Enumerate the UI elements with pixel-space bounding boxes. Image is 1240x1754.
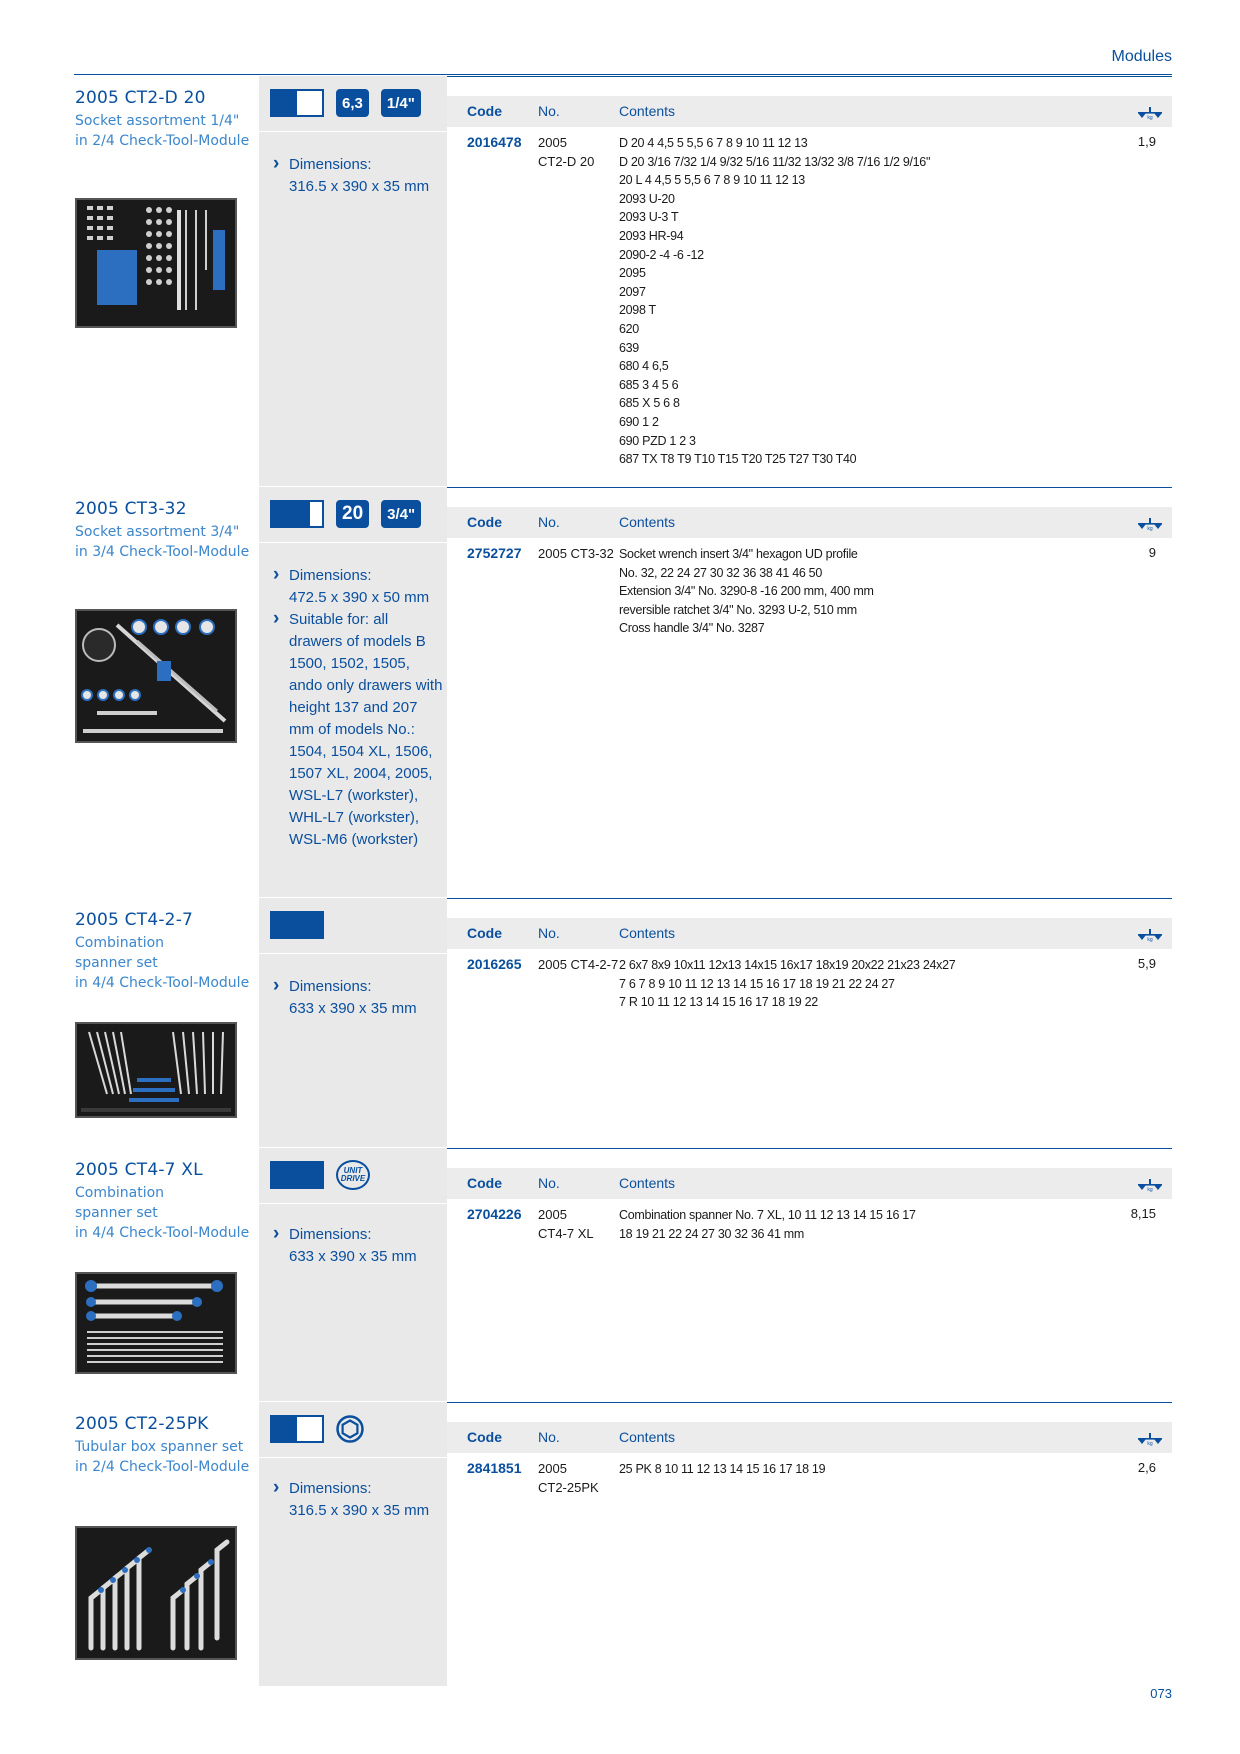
contents-line: Socket wrench insert 3/4" hexagon UD profile xyxy=(619,547,858,561)
contents-line: 690 1 2 xyxy=(619,414,659,429)
module-size-icon xyxy=(270,1161,324,1189)
feature-icons xyxy=(270,1160,370,1190)
item-weight: 9 xyxy=(1148,545,1156,560)
icon-separator xyxy=(259,1457,447,1458)
module-size-icon xyxy=(270,89,324,117)
contents-line: 20 L 4 4,5 5 5,5 6 7 8 9 10 11 12 13 xyxy=(619,173,805,188)
product-subtitle: Combination spanner set in 4/4 Check-Tool-Module xyxy=(75,1185,250,1241)
header-no: No. xyxy=(538,1175,560,1191)
contents-line: 680 4 6,5 xyxy=(619,359,669,374)
feature-icons xyxy=(270,88,421,118)
table-header xyxy=(447,96,1172,127)
product-title: 2005 CT2-25PK xyxy=(75,1414,209,1434)
scale-weight-icon xyxy=(1136,104,1164,120)
header-contents: Contents xyxy=(619,1175,676,1191)
header-contents: Contents xyxy=(619,1429,676,1445)
svg-text:kg: kg xyxy=(1147,526,1153,531)
contents-line: 2093 HR-94 xyxy=(619,228,684,243)
contents-line: 18 19 21 22 24 27 30 32 36 41 mm xyxy=(619,1226,804,1241)
icon-separator xyxy=(259,953,447,954)
page-number: 073 xyxy=(1150,1686,1172,1701)
table-header xyxy=(447,918,1172,949)
header-no: No. xyxy=(538,1429,560,1445)
section-rule xyxy=(447,1148,1172,1149)
contents-line: 7 R 10 11 12 13 14 15 16 17 18 19 22 xyxy=(619,995,818,1010)
scale-weight-icon xyxy=(1136,926,1164,942)
contents-line: Combination spanner No. 7 XL, 10 11 12 13 14 15 16 17 xyxy=(619,1208,916,1222)
contents-line: 2093 U-20 xyxy=(619,191,675,206)
icon-separator xyxy=(259,542,447,543)
svg-text:kg: kg xyxy=(1147,1441,1153,1446)
table-header xyxy=(447,1168,1172,1199)
contents-line: Cross handle 3/4" No. 3287 xyxy=(619,621,765,636)
spanner-tray-image xyxy=(77,1024,235,1116)
header-code: Code xyxy=(467,103,502,119)
item-weight: 2,6 xyxy=(1137,1460,1156,1475)
product-title: 2005 CT2-D 20 xyxy=(75,88,206,108)
feature-list xyxy=(271,1478,443,1522)
item-contents xyxy=(619,1206,1119,1243)
item-number: 2005 CT4-2-7 xyxy=(538,957,619,972)
product-title: 2005 CT3-32 xyxy=(75,499,187,519)
contents-line: 685 X 5 6 8 xyxy=(619,396,680,411)
contents-line: 690 PZD 1 2 3 xyxy=(619,433,696,448)
spanner-tray-image xyxy=(77,1274,235,1372)
unit-drive-icon xyxy=(336,1160,370,1190)
contents-line: D 20 4 4,5 5 5,5 6 7 8 9 10 11 12 13 xyxy=(619,136,808,150)
product-photo xyxy=(75,198,237,328)
feature-list xyxy=(271,1224,443,1268)
contents-line: 2090-2 -4 -6 -12 xyxy=(619,247,704,262)
item-number: 2005 CT4-7 XL xyxy=(538,1207,594,1241)
socket-tray-image xyxy=(77,611,235,741)
drive-size-badge: 3/4" xyxy=(381,500,421,528)
header-code: Code xyxy=(467,925,502,941)
item-contents xyxy=(619,1460,1119,1479)
dimensions-bullet: › Dimensions: 633 x 390 x 35 mm xyxy=(271,976,443,1020)
module-size-icon xyxy=(270,1415,324,1443)
item-code: 2841851 xyxy=(467,1460,522,1476)
item-weight: 5,9 xyxy=(1137,956,1156,971)
item-code: 2016265 xyxy=(467,956,522,972)
contents-line: 7 6 7 8 9 10 11 12 13 14 15 16 17 18 19 21 22 24 27 xyxy=(619,976,895,991)
product-photo xyxy=(75,609,237,743)
contents-line: D 20 3/16 7/32 1/4 9/32 5/16 11/32 13/32 3/8 7/16 1/2 9/16" xyxy=(619,154,931,169)
socket-tray-image xyxy=(77,200,235,326)
contents-line: reversible ratchet 3/4" No. 3293 U-2, 510 mm xyxy=(619,602,857,617)
product-section-ct4-7-xl xyxy=(0,1148,1240,1401)
contents-line: 2098 T xyxy=(619,303,656,318)
module-size-icon xyxy=(270,911,324,939)
drive-size-badge: 1/4" xyxy=(381,89,421,117)
header-rule xyxy=(74,74,1172,75)
header-no: No. xyxy=(538,514,560,530)
product-photo xyxy=(75,1022,237,1118)
item-number: 2005 CT3-32 xyxy=(538,546,614,561)
feature-list xyxy=(271,976,443,1020)
square-drive-badge: 20 xyxy=(336,500,369,528)
icon-separator xyxy=(259,1203,447,1204)
contents-line: 2097 xyxy=(619,284,646,299)
feature-list xyxy=(271,154,443,198)
product-photo xyxy=(75,1526,237,1660)
feature-list xyxy=(271,565,443,851)
contents-line: No. 32, 22 24 27 30 32 36 38 41 46 50 xyxy=(619,565,822,580)
table-header xyxy=(447,507,1172,538)
contents-line: 2093 U-3 T xyxy=(619,210,679,225)
product-subtitle: Socket assortment 3/4" in 3/4 Check-Tool-Module xyxy=(75,524,250,560)
square-drive-badge: 6,3 xyxy=(336,89,369,117)
product-section-ct2-25pk xyxy=(0,1402,1240,1686)
contents-line: 639 xyxy=(619,340,639,355)
header-code: Code xyxy=(467,514,502,530)
item-weight: 8,15 xyxy=(1130,1206,1156,1221)
product-subtitle: Tubular box spanner set in 2/4 Check-Tool-Module xyxy=(75,1439,250,1475)
item-number: 2005 CT2-D 20 xyxy=(538,135,595,169)
item-code: 2752727 xyxy=(467,545,522,561)
section-rule xyxy=(447,898,1172,899)
dimensions-bullet: › Dimensions: 472.5 x 390 x 50 mm xyxy=(271,565,443,609)
dimensions-bullet: › Dimensions: 316.5 x 390 x 35 mm xyxy=(271,1478,443,1522)
unit-drive-line-1: UNIT xyxy=(343,1166,363,1175)
item-contents xyxy=(619,956,1119,1012)
section-rule xyxy=(447,1402,1172,1403)
unit-drive-line-2: DRIVE xyxy=(340,1174,366,1183)
dimensions-bullet: › Dimensions: 316.5 x 390 x 35 mm xyxy=(271,154,443,198)
feature-icons xyxy=(270,499,421,529)
contents-line: 2 6x7 8x9 10x11 12x13 14x15 16x17 18x19 20x22 21x23 24x27 xyxy=(619,958,956,972)
contents-line: 2095 xyxy=(619,266,646,281)
feature-icons xyxy=(270,910,324,940)
contents-line: 687 TX T8 T9 T10 T15 T20 T25 T27 T30 T40 xyxy=(619,452,857,467)
product-title: 2005 CT4-7 XL xyxy=(75,1160,203,1180)
table-header xyxy=(447,1422,1172,1453)
product-section-ct2-d20 xyxy=(0,76,1240,486)
section-rule xyxy=(447,76,1172,77)
module-size-icon xyxy=(270,500,324,528)
product-photo xyxy=(75,1272,237,1374)
header-contents: Contents xyxy=(619,103,676,119)
product-subtitle: Socket assortment 1/4" in 2/4 Check-Tool-Module xyxy=(75,113,250,149)
scale-weight-icon xyxy=(1136,515,1164,531)
svg-text:kg: kg xyxy=(1147,937,1153,942)
header-contents: Contents xyxy=(619,925,676,941)
item-weight: 1,9 xyxy=(1137,134,1156,149)
contents-line: Extension 3/4" No. 3290-8 -16 200 mm, 400 mm xyxy=(619,584,874,599)
product-title: 2005 CT4-2-7 xyxy=(75,910,194,930)
dimensions-bullet: › Dimensions: 633 x 390 x 35 mm xyxy=(271,1224,443,1268)
section-rule xyxy=(447,487,1172,488)
header-contents: Contents xyxy=(619,514,676,530)
item-contents xyxy=(619,545,1119,638)
contents-line: 620 xyxy=(619,321,639,336)
section-label: Modules xyxy=(1111,48,1172,65)
svg-text:kg: kg xyxy=(1147,1187,1153,1192)
item-code: 2016478 xyxy=(467,134,522,150)
header-code: Code xyxy=(467,1429,502,1445)
item-number: 2005 CT2-25PK xyxy=(538,1461,599,1495)
item-code: 2704226 xyxy=(467,1206,522,1222)
contents-line: 25 PK 8 10 11 12 13 14 15 16 17 18 19 xyxy=(619,1462,826,1476)
product-subtitle: Combination spanner set in 4/4 Check-Tool-Module xyxy=(75,935,250,991)
scale-weight-icon xyxy=(1136,1430,1164,1446)
icon-separator xyxy=(259,131,447,132)
header-no: No. xyxy=(538,103,560,119)
header-no: No. xyxy=(538,925,560,941)
product-section-ct4-2-7 xyxy=(0,898,1240,1147)
box-spanner-tray-image xyxy=(77,1528,235,1658)
scale-weight-icon xyxy=(1136,1176,1164,1192)
contents-line: 685 3 4 5 6 xyxy=(619,377,679,392)
header-code: Code xyxy=(467,1175,502,1191)
product-section-ct3-32 xyxy=(0,487,1240,897)
item-contents xyxy=(619,134,1119,469)
svg-text:kg: kg xyxy=(1147,115,1153,120)
suitability-bullet: › Suitable for: all drawers of models B 1500, 1502, 1505, ando only drawers with height 137 and 207 mm of models No.: 1504, 1504 XL, 1506, 1507 XL, 2004, 2005, WSL-L7 (workster), WHL-L7 (workster), WSL-M6 (workster) xyxy=(271,609,443,851)
hexagon-socket-icon xyxy=(336,1415,364,1443)
feature-icons xyxy=(270,1414,364,1444)
